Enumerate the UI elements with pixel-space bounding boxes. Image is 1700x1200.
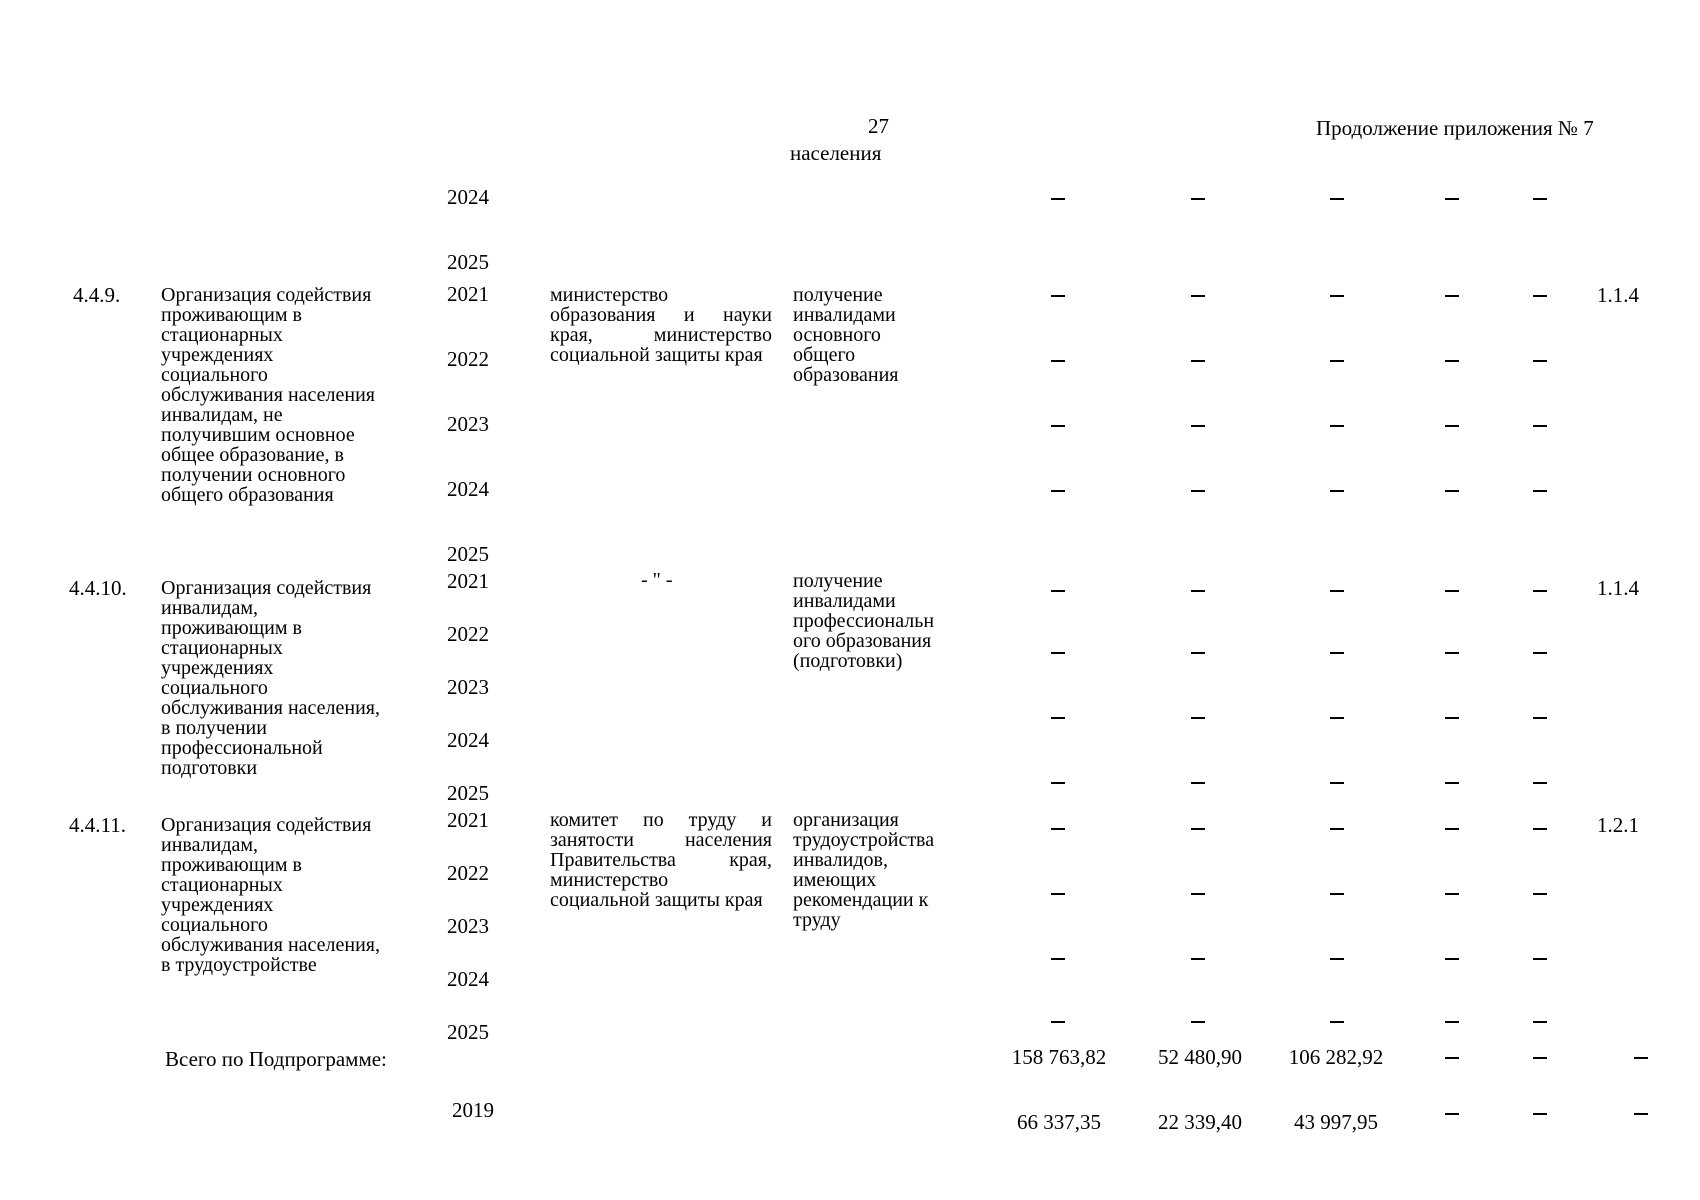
empty-cell-dash <box>1051 590 1065 592</box>
year-label: 2023 <box>447 412 489 436</box>
page-continuation: Продолжение приложения № 7 <box>1316 116 1594 140</box>
total-value: 52 480,90 <box>1158 1045 1242 1069</box>
row-result: получение инвалидами профессиональн ого образования (подготовки) <box>793 570 935 672</box>
empty-cell-dash <box>1445 360 1459 362</box>
year-label: 2021 <box>447 808 489 832</box>
empty-cell-dash <box>1330 828 1344 830</box>
empty-cell-dash <box>1634 1057 1648 1059</box>
empty-cell-dash <box>1051 958 1065 960</box>
empty-cell-dash <box>1634 1113 1648 1115</box>
empty-cell-dash <box>1051 360 1065 362</box>
row-title: Организация содействия инвалидам, проживающим в стационарных учреждениях социального обслуживания населения, в трудоустройстве <box>161 814 380 976</box>
empty-cell-dash <box>1445 198 1459 200</box>
empty-cell-dash <box>1330 782 1344 784</box>
row-result: организация трудоустройства инвалидов, имеющих рекомендации к труду <box>793 809 935 931</box>
empty-cell-dash <box>1330 717 1344 719</box>
empty-cell-dash <box>1445 1113 1459 1115</box>
year-label: 2024 <box>447 477 489 501</box>
empty-cell-dash <box>1533 782 1547 784</box>
empty-cell-dash <box>1051 1021 1065 1023</box>
empty-cell-dash <box>1330 490 1344 492</box>
empty-cell-dash <box>1445 295 1459 297</box>
empty-cell-dash <box>1330 360 1344 362</box>
empty-cell-dash <box>1330 1021 1344 1023</box>
empty-cell-dash <box>1533 295 1547 297</box>
row-title: Организация содействия проживающим в стационарных учреждениях социального обслуживания населения инвалидам, не получившим основное общее образование, в получении основного общего образования <box>161 284 375 506</box>
empty-cell-dash <box>1445 893 1459 895</box>
carryover-text: населения <box>790 141 882 165</box>
empty-cell-dash <box>1191 893 1205 895</box>
empty-cell-dash <box>1533 958 1547 960</box>
row-ref: 1.1.4 <box>1597 576 1639 600</box>
year-label: 2021 <box>447 282 489 306</box>
year-label: 2022 <box>447 347 489 371</box>
year-label: 2019 <box>452 1098 494 1122</box>
year-total-value: 66 337,35 <box>1017 1110 1101 1134</box>
empty-cell-dash <box>1533 590 1547 592</box>
empty-cell-dash <box>1191 198 1205 200</box>
empty-cell-dash <box>1191 782 1205 784</box>
row-executor: министерство образования и науки края, министерство социальной защиты края <box>550 284 772 366</box>
empty-cell-dash <box>1051 828 1065 830</box>
empty-cell-dash <box>1191 652 1205 654</box>
year-label: 2023 <box>447 914 489 938</box>
empty-cell-dash <box>1191 1021 1205 1023</box>
empty-cell-dash <box>1191 360 1205 362</box>
empty-cell-dash <box>1051 717 1065 719</box>
year-label: 2025 <box>447 250 489 274</box>
empty-cell-dash <box>1445 717 1459 719</box>
empty-cell-dash <box>1533 1113 1547 1115</box>
year-label: 2025 <box>447 781 489 805</box>
empty-cell-dash <box>1051 490 1065 492</box>
year-label: 2022 <box>447 622 489 646</box>
empty-cell-dash <box>1191 295 1205 297</box>
empty-cell-dash <box>1051 782 1065 784</box>
row-ref: 1.2.1 <box>1597 813 1639 837</box>
row-result: получение инвалидами основного общего образования <box>793 284 899 386</box>
empty-cell-dash <box>1330 893 1344 895</box>
empty-cell-dash <box>1051 425 1065 427</box>
empty-cell-dash <box>1330 295 1344 297</box>
empty-cell-dash <box>1330 198 1344 200</box>
year-label: 2023 <box>447 675 489 699</box>
year-label: 2025 <box>447 1020 489 1044</box>
empty-cell-dash <box>1533 828 1547 830</box>
row-executor: комитет по труду и занятости населения Правительства края, министерство социальной защиты края <box>550 809 772 911</box>
empty-cell-dash <box>1533 717 1547 719</box>
year-total-value: 22 339,40 <box>1158 1110 1242 1134</box>
empty-cell-dash <box>1533 652 1547 654</box>
empty-cell-dash <box>1191 828 1205 830</box>
empty-cell-dash <box>1191 490 1205 492</box>
row-code: 4.4.9. <box>73 283 121 307</box>
year-label: 2024 <box>447 185 489 209</box>
empty-cell-dash <box>1445 425 1459 427</box>
empty-cell-dash <box>1330 425 1344 427</box>
empty-cell-dash <box>1533 360 1547 362</box>
empty-cell-dash <box>1533 1057 1547 1059</box>
total-label: Всего по Подпрограмме: <box>165 1047 387 1071</box>
empty-cell-dash <box>1051 652 1065 654</box>
empty-cell-dash <box>1330 958 1344 960</box>
empty-cell-dash <box>1445 782 1459 784</box>
empty-cell-dash <box>1533 490 1547 492</box>
empty-cell-dash <box>1533 198 1547 200</box>
total-value: 158 763,82 <box>1011 1045 1107 1069</box>
empty-cell-dash <box>1533 1021 1547 1023</box>
total-value: 106 282,92 <box>1288 1045 1384 1069</box>
empty-cell-dash <box>1191 717 1205 719</box>
empty-cell-dash <box>1191 590 1205 592</box>
empty-cell-dash <box>1051 198 1065 200</box>
empty-cell-dash <box>1445 1057 1459 1059</box>
year-label: 2025 <box>447 542 489 566</box>
empty-cell-dash <box>1445 490 1459 492</box>
row-code: 4.4.10. <box>69 576 127 600</box>
empty-cell-dash <box>1445 590 1459 592</box>
row-title: Организация содействия инвалидам, проживающим в стационарных учреждениях социального обслуживания населения, в получении профессиональной подготовки <box>161 577 380 779</box>
year-label: 2021 <box>447 569 489 593</box>
year-label: 2024 <box>447 967 489 991</box>
empty-cell-dash <box>1445 1021 1459 1023</box>
empty-cell-dash <box>1330 590 1344 592</box>
empty-cell-dash <box>1533 425 1547 427</box>
empty-cell-dash <box>1330 652 1344 654</box>
year-label: 2022 <box>447 861 489 885</box>
row-ref: 1.1.4 <box>1597 283 1639 307</box>
empty-cell-dash <box>1191 958 1205 960</box>
empty-cell-dash <box>1051 295 1065 297</box>
year-label: 2024 <box>447 728 489 752</box>
empty-cell-dash <box>1533 893 1547 895</box>
empty-cell-dash <box>1445 828 1459 830</box>
empty-cell-dash <box>1445 958 1459 960</box>
empty-cell-dash <box>1051 893 1065 895</box>
empty-cell-dash <box>1191 425 1205 427</box>
row-code: 4.4.11. <box>69 813 126 837</box>
year-total-value: 43 997,95 <box>1294 1110 1378 1134</box>
row-executor: - " - <box>641 569 673 591</box>
empty-cell-dash <box>1445 652 1459 654</box>
page-number: 27 <box>868 114 889 138</box>
